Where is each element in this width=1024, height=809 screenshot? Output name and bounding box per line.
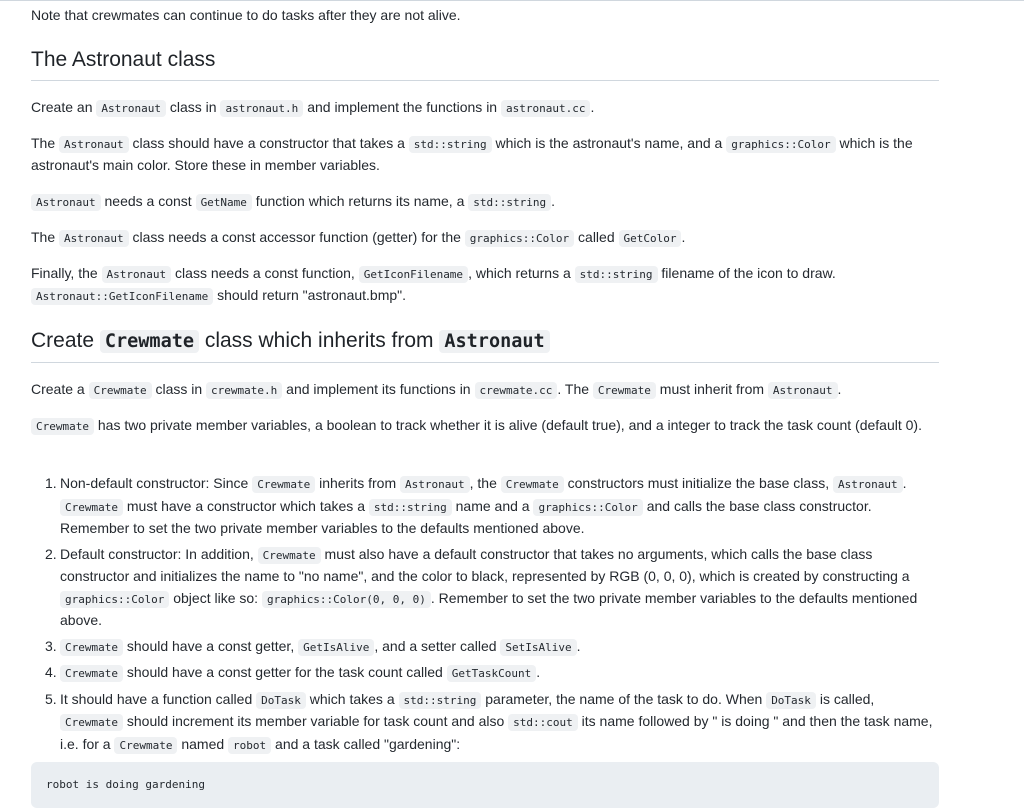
crewmate-heading: Create Crewmate class which inherits from Astronaut <box>31 327 550 356</box>
list-item: 2. Default constructor: In addition, Crewmate must also have a default constructor that takes no arguments, which calls the base class constructor and initializes the name to "no name", and the color to black, represented by RGB (0, 0, 0), which is created by constructing a graphics::Color object like so: graphics::Color(0, 0, 0) . Remember to set the two private member variables to the defaults mentioned above. <box>45 545 918 628</box>
astronaut-p1: Create an Astronaut class in astronaut.h and implement the functions in astronaut.cc . <box>31 99 595 115</box>
crewmate-heading-rule <box>31 362 939 363</box>
crewmate-p1: Create a Crewmate class in crewmate.h and implement its functions in crewmate.cc . The Crewmate must inherit from Astronaut . <box>31 381 842 397</box>
astronaut-p3: Astronaut needs a const GetName function which returns its name, a std::string . <box>31 191 939 213</box>
list-item: 1. Non-default constructor: Since Crewmate inherits from Astronaut , the Crewmate constructors must initialize the base class, Astronaut . Crewmate must have a constructor which takes a std::string name and a graphics::Color and calls the base class constructor. Remember to set the two private member variables to the defaults mentioned above. <box>45 475 907 536</box>
astronaut-p4: The Astronaut class needs a const accessor function (getter) for the graphics::Color called GetColor . <box>31 229 686 245</box>
crewmate-requirements-list <box>31 473 939 756</box>
list-item: 4. Crewmate should have a const getter for the task count called GetTaskCount . <box>45 664 541 680</box>
astronaut-p2: The Astronaut class should have a constructor that takes a std::string which is the astronaut's name, and a graphics::Color which is the astronaut's main color. Store these in member variables. <box>31 135 913 173</box>
list-item: 3. Crewmate should have a const getter, GetIsAlive , and a setter called SetIsAlive . <box>45 637 581 654</box>
list-item: 5. It should have a function called DoTask which takes a std::string parameter, the name of the task to do. When DoTask is called, Crewmate should increment its member variable for task count and also std::cout its name followed by " is doing " and then the task name, i.e. for a Crewmate named robot and a task called "gardening": <box>45 690 933 752</box>
top-divider <box>0 0 1024 1</box>
astronaut-heading: The Astronaut class <box>31 48 216 71</box>
astronaut-p5: Finally, the Astronaut class needs a const function, GetIconFilename , which returns a std::string filename of the icon to draw. Astronaut::GetIconFilename should return "astronaut.bmp". <box>31 265 836 303</box>
astronaut-heading-rule <box>31 80 939 81</box>
intro-note: Note that crewmates can continue to do tasks after they are not alive. <box>31 7 461 23</box>
code-block-output: robot is doing gardening <box>31 762 939 808</box>
crewmate-p2: Crewmate has two private member variables, a boolean to track whether it is alive (default true), and a integer to track the task count (default 0). <box>31 415 939 437</box>
